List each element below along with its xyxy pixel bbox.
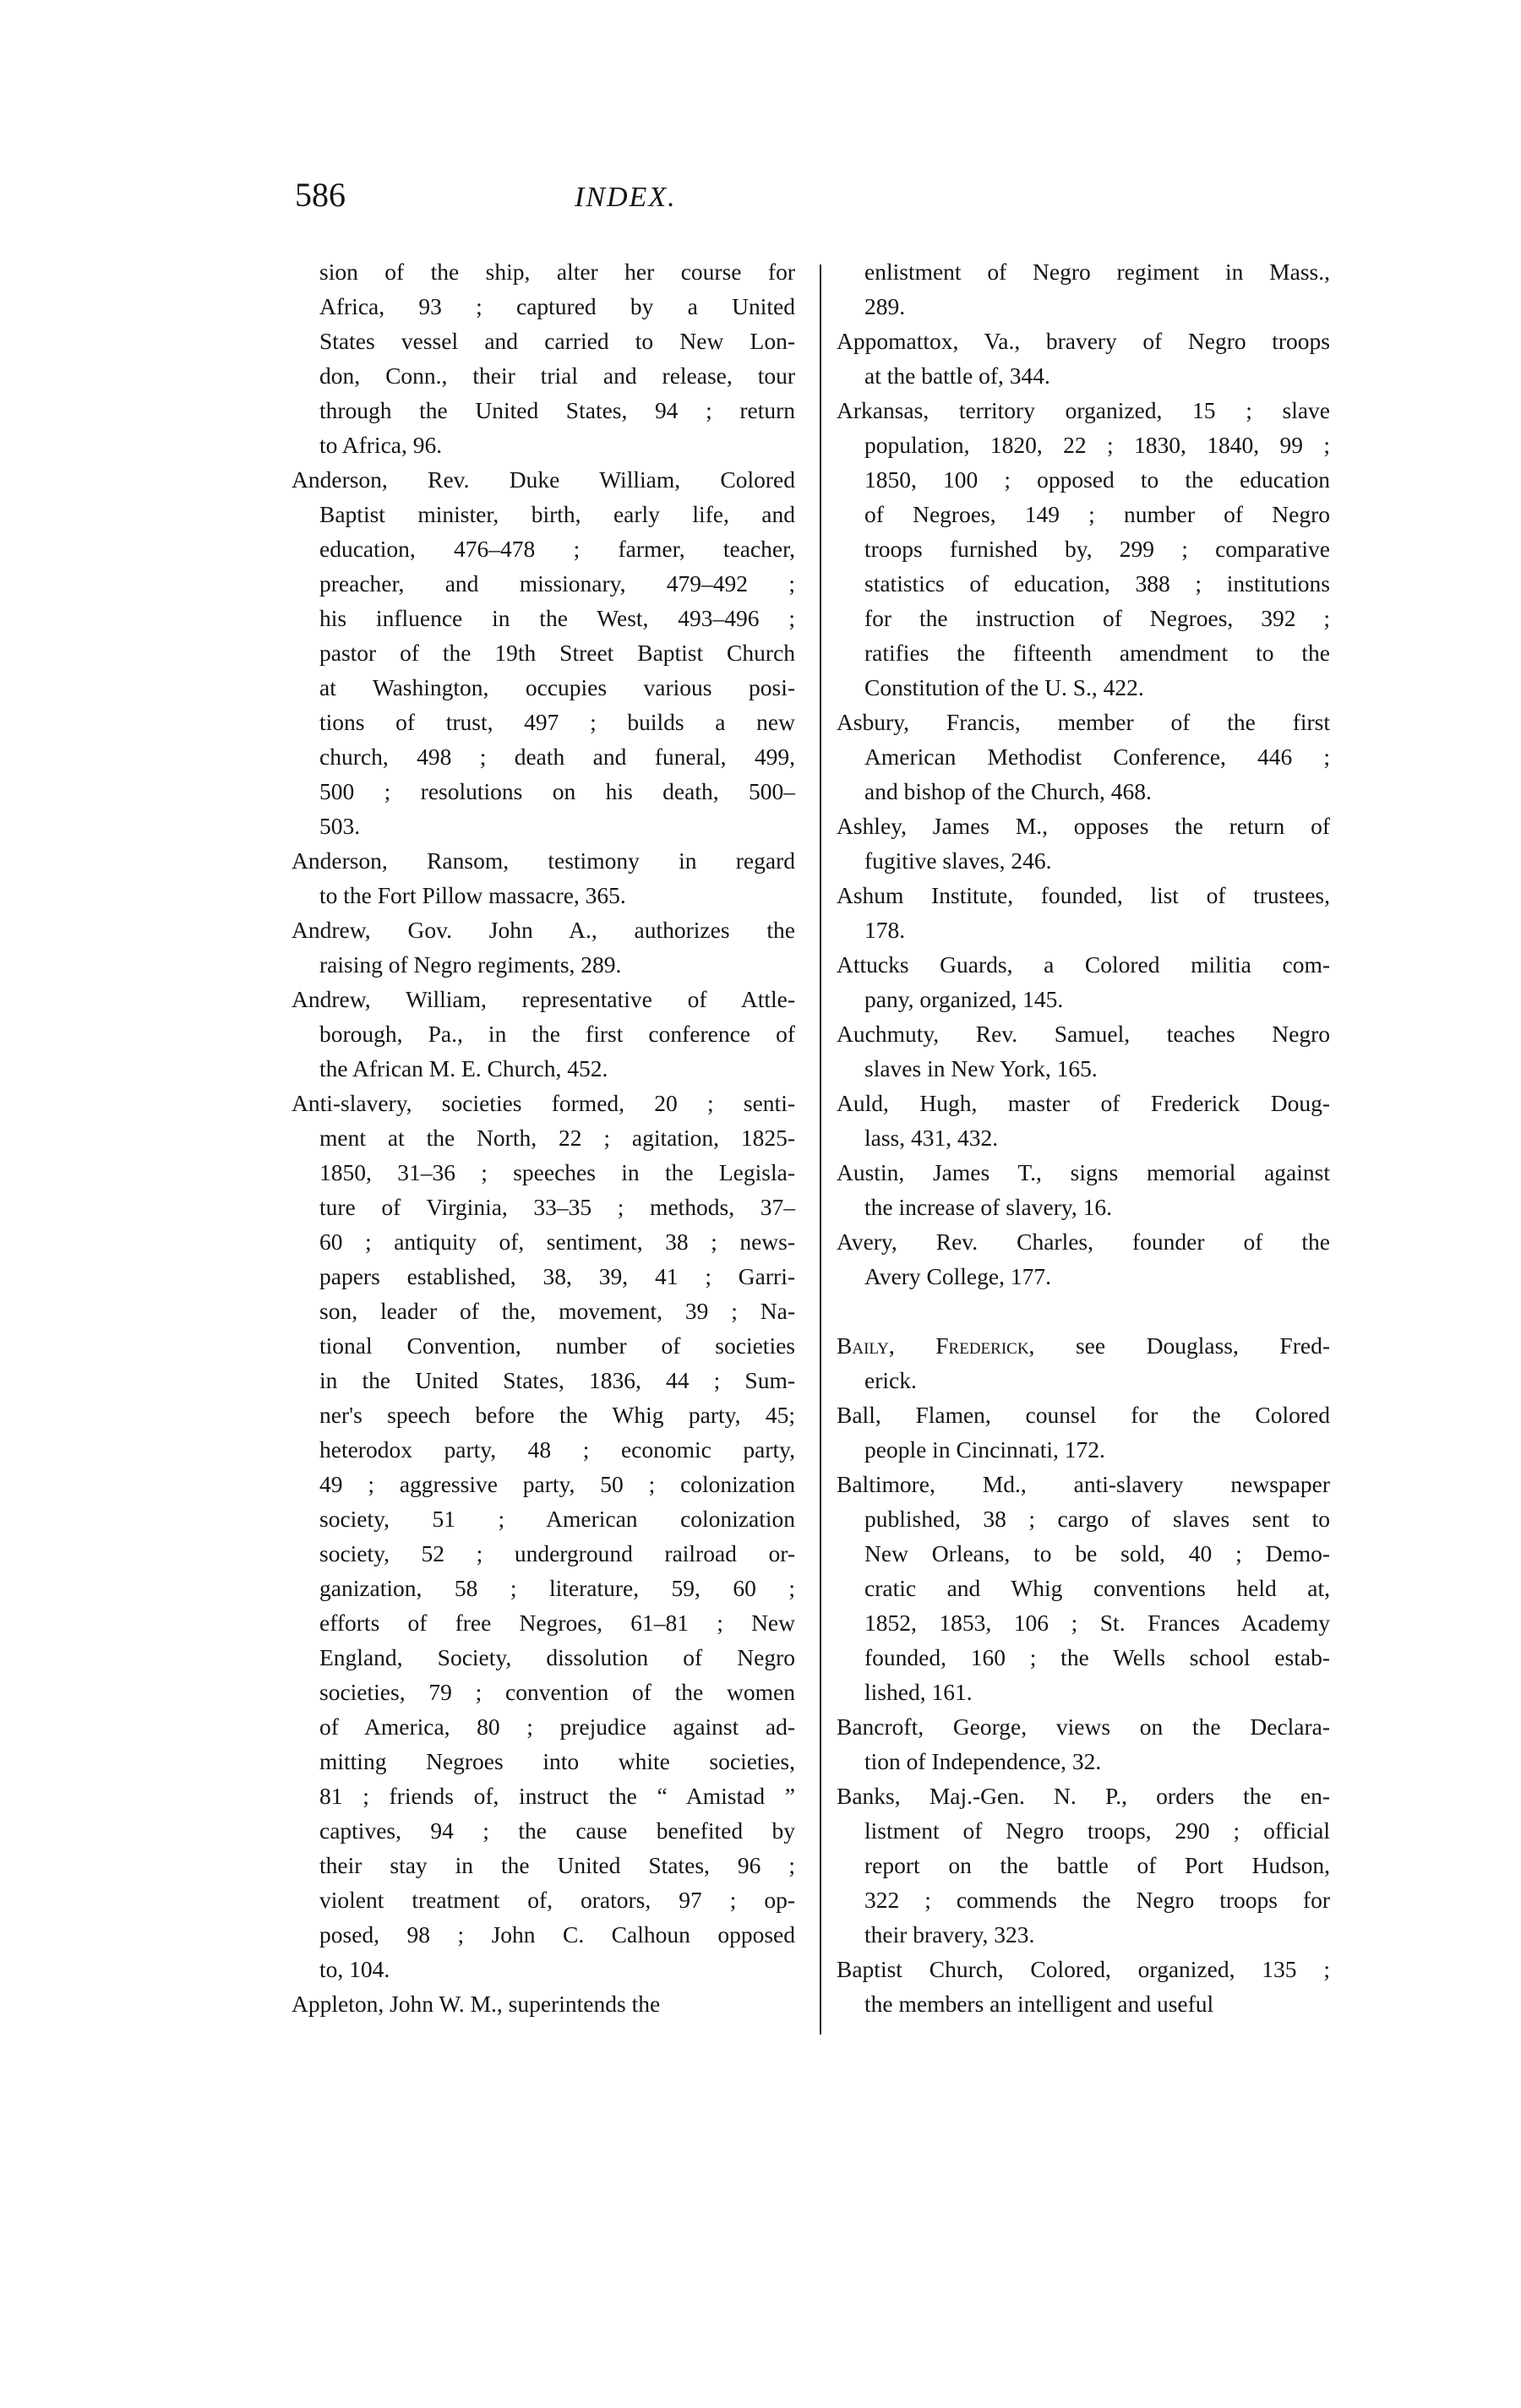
index-entry xyxy=(837,393,1330,705)
section-break xyxy=(837,1294,1330,1328)
index-entry xyxy=(837,1016,1330,1086)
index-entry-heading-line: Banks, Maj.-Gen. N. P., orders the en- xyxy=(837,1783,1330,1809)
index-entry-line: 1852, 1853, 106 ; St. Frances Academy xyxy=(864,1610,1330,1636)
index-entry-line: don, Conn., their trial and release, tour xyxy=(319,362,795,389)
index-entry-line: Constitution of the U. S., 422. xyxy=(864,674,1144,700)
index-entry-line: founded, 160 ; the Wells school estab- xyxy=(864,1644,1330,1670)
index-entry-line: ture of Virginia, 33–35 ; methods, 37– xyxy=(319,1194,795,1220)
index-entry xyxy=(837,324,1330,393)
index-entry-heading-line: Attucks Guards, a Colored militia com- xyxy=(837,951,1330,978)
index-entry-heading-line: Ashum Institute, founded, list of trustees, xyxy=(837,882,1330,908)
index-entry-line: 1850, 100 ; opposed to the education xyxy=(864,466,1330,493)
index-entry-line: at the battle of, 344. xyxy=(864,362,1050,389)
index-entry-line: society, 51 ; American colonization xyxy=(319,1506,795,1532)
index-entry-line: and bishop of the Church, 468. xyxy=(864,778,1152,804)
index-entry-heading-line: Andrew, William, representative of Attle- xyxy=(292,986,795,1012)
index-entry xyxy=(837,1779,1330,1952)
index-entry-heading-line: Andrew, Gov. John A., authorizes the xyxy=(292,917,795,943)
index-entry-line: Baptist minister, birth, early life, and xyxy=(319,501,795,527)
index-entry-heading-line: Ball, Flamen, counsel for the Colored xyxy=(837,1402,1330,1428)
index-entry xyxy=(837,1952,1330,2021)
index-entry xyxy=(292,843,795,913)
index-entry-line: through the United States, 94 ; return xyxy=(319,397,795,423)
index-entry-heading-line: Auld, Hugh, master of Frederick Doug- xyxy=(837,1090,1330,1116)
index-entry-line: people in Cincinnati, 172. xyxy=(864,1436,1105,1463)
index-entry-line: the members an intelligent and useful xyxy=(864,1991,1214,2017)
index-entry-line: 178. xyxy=(864,917,906,943)
running-title: INDEX. xyxy=(575,182,677,213)
index-entry-line: ganization, 58 ; literature, 59, 60 ; xyxy=(319,1575,795,1601)
index-entry-text: , see Douglass, Fred- xyxy=(1028,1332,1330,1359)
index-entry-heading-line: Avery, Rev. Charles, founder of the xyxy=(837,1229,1330,1255)
index-entry-line: raising of Negro regiments, 289. xyxy=(319,951,622,978)
index-entry-line: enlistment of Negro regiment in Mass., xyxy=(864,259,1330,285)
index-entry-line: lished, 161. xyxy=(864,1679,973,1705)
index-entry-smallcaps-name: Baily, Frederick xyxy=(837,1332,1029,1359)
index-entry-line: education, 476–478 ; farmer, teacher, xyxy=(319,536,795,562)
index-entry-heading-line: Appomattox, Va., bravery of Negro troops xyxy=(837,328,1330,354)
index-entry-line: ment at the North, 22 ; agitation, 1825- xyxy=(319,1125,795,1151)
index-entry-line: tion of Independence, 32. xyxy=(864,1748,1102,1774)
index-column-right xyxy=(837,254,1330,2021)
index-entry xyxy=(837,1328,1330,1397)
index-entry-line: report on the battle of Port Hudson, xyxy=(864,1852,1330,1878)
index-entry-line: at Washington, occupies various posi- xyxy=(319,674,795,700)
index-entry xyxy=(837,1155,1330,1224)
index-entry-line: fugitive slaves, 246. xyxy=(864,847,1052,874)
index-entry xyxy=(837,878,1330,947)
index-entry xyxy=(837,809,1330,878)
index-entry xyxy=(837,705,1330,809)
index-entry-line: lass, 431, 432. xyxy=(864,1125,999,1151)
index-entry-line: tional Convention, number of societies xyxy=(319,1332,795,1359)
index-entry-line: 49 ; aggressive party, 50 ; colonization xyxy=(319,1471,795,1497)
index-entry-line: to Africa, 96. xyxy=(319,432,443,458)
index-entry-heading-line: Baptist Church, Colored, organized, 135 ; xyxy=(837,1956,1330,1982)
index-entry-line: societies, 79 ; convention of the women xyxy=(319,1679,795,1705)
index-entry-line: ner's speech before the Whig party, 45; xyxy=(319,1402,795,1428)
index-entry-line: of America, 80 ; prejudice against ad- xyxy=(319,1713,795,1740)
index-entry-heading-line: Ashley, James M., opposes the return of xyxy=(837,813,1330,839)
index-entry-line: published, 38 ; cargo of slaves sent to xyxy=(864,1506,1330,1532)
index-entry xyxy=(292,982,795,1086)
index-entry-line: 1850, 31–36 ; speeches in the Legisla- xyxy=(319,1159,795,1185)
index-entry-line: ratifies the fifteenth amendment to the xyxy=(864,640,1330,666)
index-entry-line: the African M. E. Church, 452. xyxy=(319,1055,608,1081)
index-entry-heading-line xyxy=(837,1328,1330,1363)
index-entry-line: church, 498 ; death and funeral, 499, xyxy=(319,744,795,770)
index-entry-heading-line: Anderson, Rev. Duke William, Colored xyxy=(292,466,795,493)
column-divider xyxy=(820,264,821,2035)
index-entry xyxy=(837,1467,1330,1709)
index-entry xyxy=(837,947,1330,1016)
index-entry-line: the increase of slavery, 16. xyxy=(864,1194,1112,1220)
index-entry-heading-line: Austin, James T., signs memorial against xyxy=(837,1159,1330,1185)
index-entry-line: pany, organized, 145. xyxy=(864,986,1064,1012)
index-entry-line: society, 52 ; underground railroad or- xyxy=(319,1540,795,1566)
index-entry-continued xyxy=(292,254,795,462)
index-entry-line: to the Fort Pillow massacre, 365. xyxy=(319,882,626,908)
index-entry xyxy=(292,1086,795,1986)
index-entry xyxy=(292,462,795,843)
index-entry-heading-line: Baltimore, Md., anti-slavery newspaper xyxy=(837,1471,1330,1497)
index-entry-line: tions of trust, 497 ; builds a new xyxy=(319,709,795,735)
index-entry-line: 289. xyxy=(864,293,906,319)
index-entry-line: son, leader of the, movement, 39 ; Na- xyxy=(319,1298,795,1324)
index-entry-continued xyxy=(837,254,1330,324)
index-entry-line: listment of Negro troops, 290 ; official xyxy=(864,1817,1330,1844)
index-entry-heading-line: Auchmuty, Rev. Samuel, teaches Negro xyxy=(837,1021,1330,1047)
index-entry-line: 60 ; antiquity of, sentiment, 38 ; news- xyxy=(319,1229,795,1255)
index-entry-heading-line: Asbury, Francis, member of the first xyxy=(837,709,1330,735)
index-entry-line: papers established, 38, 39, 41 ; Garri- xyxy=(319,1263,795,1289)
index-entry xyxy=(837,1709,1330,1779)
index-entry-line: troops furnished by, 299 ; comparative xyxy=(864,536,1330,562)
index-entry-line: 322 ; commends the Negro troops for xyxy=(864,1887,1330,1913)
index-entry xyxy=(837,1224,1330,1294)
index-entry-line: captives, 94 ; the cause benefited by xyxy=(319,1817,795,1844)
index-entry-heading-line: Anderson, Ransom, testimony in regard xyxy=(292,847,795,874)
index-entry-line: preacher, and missionary, 479–492 ; xyxy=(319,570,795,597)
index-entry-line: pastor of the 19th Street Baptist Church xyxy=(319,640,795,666)
index-entry-heading-line: Anti-slavery, societies formed, 20 ; senti- xyxy=(292,1090,795,1116)
index-entry-line: statistics of education, 388 ; institutions xyxy=(864,570,1330,597)
index-entry-line: violent treatment of, orators, 97 ; op- xyxy=(319,1887,795,1913)
page-number: 586 xyxy=(295,176,346,214)
index-entry xyxy=(837,1397,1330,1467)
index-entry-line: of Negroes, 149 ; number of Negro xyxy=(864,501,1330,527)
index-entry-heading-line: Bancroft, George, views on the Declara- xyxy=(837,1713,1330,1740)
index-entry-line: Africa, 93 ; captured by a United xyxy=(319,293,795,319)
index-entry-line: States vessel and carried to New Lon- xyxy=(319,328,795,354)
index-entry-line: 500 ; resolutions on his death, 500– xyxy=(319,778,795,804)
index-entry-line: their bravery, 323. xyxy=(864,1921,1035,1948)
index-column-left xyxy=(292,254,795,2021)
index-entry-line: 503. xyxy=(319,813,361,839)
index-entry-heading-line: Appleton, John W. M., superintends the xyxy=(292,1991,661,2017)
index-entry-heading-line: Arkansas, territory organized, 15 ; slave xyxy=(837,397,1330,423)
index-entry-line: their stay in the United States, 96 ; xyxy=(319,1852,795,1878)
index-entry-line: his influence in the West, 493–496 ; xyxy=(319,605,795,631)
index-entry-line: borough, Pa., in the first conference of xyxy=(319,1021,795,1047)
index-entry-line: mitting Negroes into white societies, xyxy=(319,1748,795,1774)
index-entry xyxy=(292,913,795,982)
index-entry-line: New Orleans, to be sold, 40 ; Demo- xyxy=(864,1540,1330,1566)
index-entry-line: for the instruction of Negroes, 392 ; xyxy=(864,605,1330,631)
index-entry-line: Avery College, 177. xyxy=(864,1263,1051,1289)
index-entry-line: sion of the ship, alter her course for xyxy=(319,259,795,285)
index-entry-line: American Methodist Conference, 446 ; xyxy=(864,744,1330,770)
index-entry-line: to, 104. xyxy=(319,1956,390,1982)
index-entry xyxy=(292,1986,795,2021)
index-entry-line: cratic and Whig conventions held at, xyxy=(864,1575,1330,1601)
index-entry xyxy=(837,1086,1330,1155)
index-entry-line: erick. xyxy=(864,1367,917,1393)
index-entry-line: population, 1820, 22 ; 1830, 1840, 99 ; xyxy=(864,432,1330,458)
index-entry-line: efforts of free Negroes, 61–81 ; New xyxy=(319,1610,795,1636)
index-entry-line: in the United States, 1836, 44 ; Sum- xyxy=(319,1367,795,1393)
index-entry-line: 81 ; friends of, instruct the “ Amistad ” xyxy=(319,1783,795,1809)
index-entry-line: heterodox party, 48 ; economic party, xyxy=(319,1436,795,1463)
index-entry-line: England, Society, dissolution of Negro xyxy=(319,1644,795,1670)
index-entry-line: posed, 98 ; John C. Calhoun opposed xyxy=(319,1921,795,1948)
index-entry-line: slaves in New York, 165. xyxy=(864,1055,1098,1081)
